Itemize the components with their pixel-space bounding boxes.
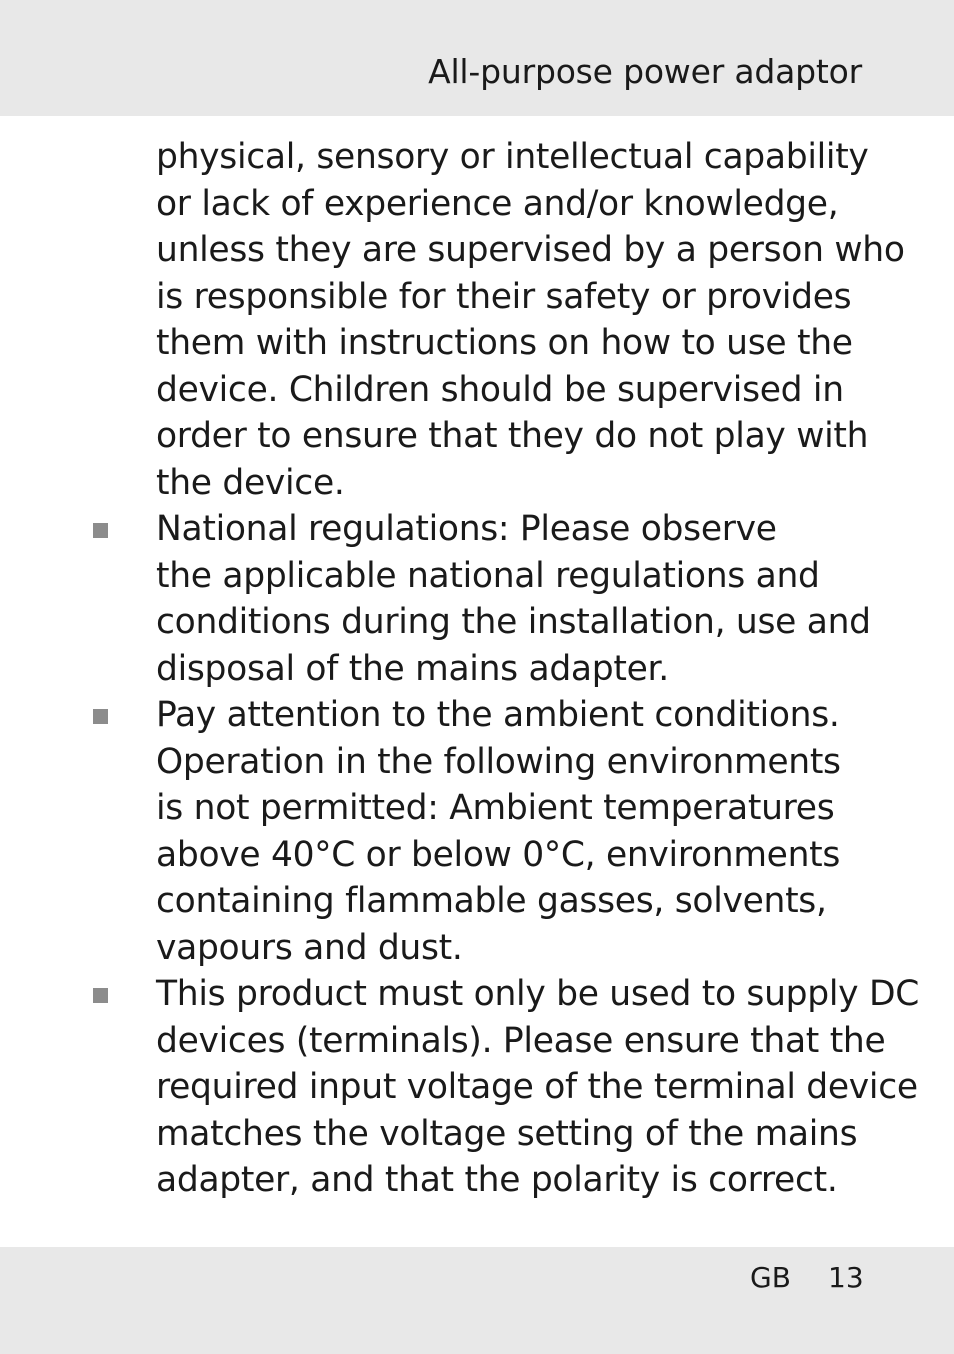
text-line: vapours and dust.: [156, 927, 463, 968]
bullet-item-ambient-conditions: [156, 692, 876, 971]
text-line: conditions during the installation, use and: [156, 602, 871, 642]
page-body: [156, 134, 919, 1204]
continuation-paragraph: [156, 134, 905, 506]
text-line: Pay attention to the ambient conditions.: [156, 695, 840, 735]
text-line: unless they are supervised by a person who: [156, 230, 905, 270]
square-bullet-icon: [93, 988, 108, 1003]
text-line: devices (terminals). Please ensure that the: [156, 1020, 886, 1061]
text-line: matches the voltage setting of the mains: [156, 1113, 858, 1154]
bullet-item-dc-devices: [156, 971, 919, 1204]
text-line: containing flammable gasses, solvents,: [156, 881, 827, 921]
text-line: physical, sensory or intellectual capability: [156, 137, 869, 177]
text-line: disposal of the mains adapter.: [156, 648, 669, 689]
footer-language-code: GB: [750, 1261, 791, 1294]
text-line: them with instructions on how to use the: [156, 323, 853, 363]
text-line: the device.: [156, 462, 345, 503]
text-line: required input voltage of the terminal device: [156, 1067, 918, 1107]
text-line: National regulations: Please observe: [156, 509, 777, 549]
header-title: All-purpose power adaptor: [428, 52, 862, 91]
text-line: is not permitted: Ambient temperatures: [156, 788, 835, 828]
bullet-item-national-regulations: [156, 506, 876, 692]
text-line: adapter, and that the polarity is correct.: [156, 1160, 838, 1200]
text-line: device. Children should be supervised in: [156, 369, 844, 410]
text-line: the applicable national regulations and: [156, 555, 820, 596]
text-line: order to ensure that they do not play with: [156, 416, 869, 456]
text-line: This product must only be used to supply DC: [156, 974, 919, 1014]
square-bullet-icon: [93, 709, 108, 724]
page-number: 13: [828, 1261, 864, 1294]
text-line: above 40°C or below 0°C, environments: [156, 834, 841, 875]
text-line: is responsible for their safety or provides: [156, 276, 852, 317]
square-bullet-icon: [93, 523, 108, 538]
text-line: or lack of experience and/or knowledge,: [156, 183, 839, 224]
footer-band: [0, 1247, 954, 1354]
text-line: Operation in the following environments: [156, 741, 841, 782]
